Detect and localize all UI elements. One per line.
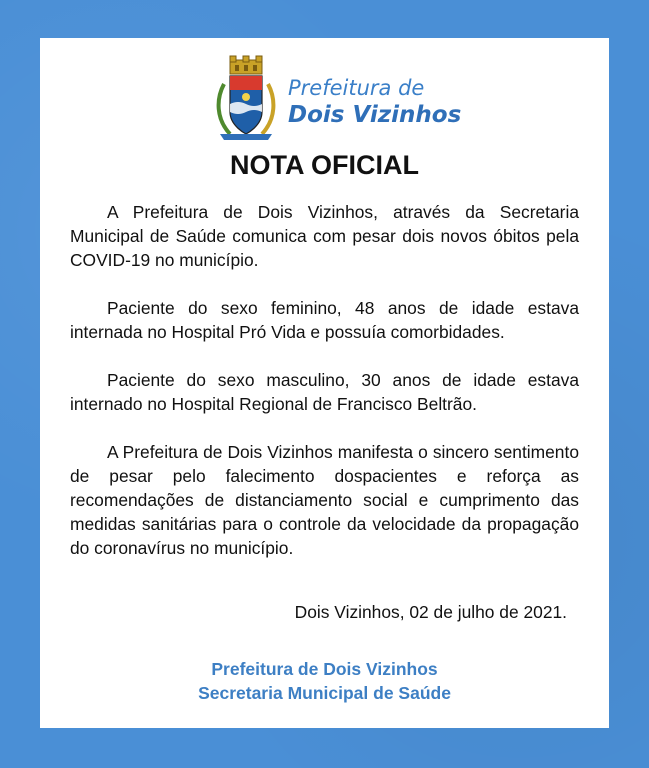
document-body	[70, 200, 579, 584]
municipal-coat-of-arms-icon	[212, 54, 280, 144]
paragraph-patient-male: Paciente do sexo masculino, 30 anos de idade estava internado no Hospital Regional de Francisco Beltrão.	[70, 370, 579, 414]
document-date: Dois Vizinhos, 02 de julho de 2021.	[294, 602, 567, 622]
official-note-card	[40, 38, 609, 728]
document-title: NOTA OFICIAL	[230, 150, 419, 180]
brand-name-line1: Prefeitura de	[288, 76, 425, 100]
paragraph-patient-female: Paciente do sexo feminino, 48 anos de idade estava internada no Hospital Pró Vida e possuía comorbidades.	[70, 298, 579, 342]
signature-line1: Prefeitura de Dois Vizinhos	[211, 659, 438, 679]
prefeitura-logo	[212, 54, 472, 144]
paragraph-announcement: A Prefeitura de Dois Vizinhos, através da Secretaria Municipal de Saúde comunica com pesar dois novos óbitos pela COVID-19 no município.	[70, 202, 579, 270]
brand-name-line2: Dois Vizinhos	[288, 102, 462, 128]
signature-line2: Secretaria Municipal de Saúde	[198, 683, 451, 703]
paragraph-condolences: A Prefeitura de Dois Vizinhos manifesta o sincero sentimento de pesar pelo falecimento dospacientes e reforça as recomendações de distanciamento social e cumprimento das medidas sanitárias para o controle da velocidade da propagação do coronavírus no município.	[70, 442, 579, 558]
